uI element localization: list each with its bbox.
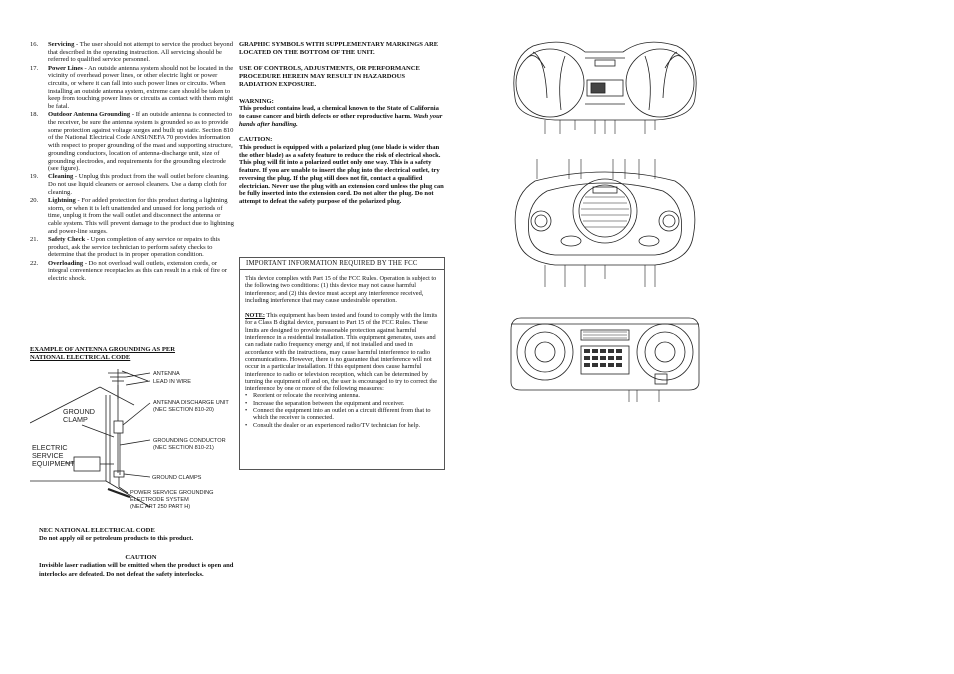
use-of-controls-note: USE OF CONTROLS, ADJUSTMENTS, OR PERFORMANCE PROCEDURE HEREIN MAY RESULT IN HAZARDOUS RADIATION EXPOSURE. <box>239 65 420 88</box>
label-grounding-conductor-1: GROUNDING CONDUCTOR <box>153 438 226 444</box>
front-view-illustration <box>505 157 705 292</box>
safety-item-number: 22. <box>30 259 39 267</box>
laser-caution-text: Invisible laser radiation will be emitted when the product is open and interlocks are defeated. Do not defeat the safety interlocks. <box>39 562 234 578</box>
safety-item-title: Lightning <box>48 197 76 205</box>
label-discharge-1: ANTENNA DISCHARGE UNIT <box>153 400 229 406</box>
caution-title: CAUTION: <box>239 136 273 144</box>
grounding-heading-line2: NATIONAL ELECTRICAL CODE <box>30 353 131 361</box>
label-electric-1: ELECTRIC <box>32 443 68 452</box>
safety-item-number: 19. <box>30 173 39 181</box>
laser-caution-section <box>39 554 239 579</box>
caution-text: This product is equipped with a polarized plug (one blade is wider than the other blade) as a safety feature to reduce the risk of electrical shock. This plug will fit into a polarized outlet only one way. This is a safety feature. If you are unable to insert the plug into the electrical outlet, try reversing the plug. If the plug still does not fit, contact a qualified electrician. Never use the plug with an extension cord unless the plug can be fully inserted into the extension cord. Do not alter the plug. Do not attempt to defeat the safety purpose of the polarized plug. <box>239 144 444 205</box>
safety-item <box>30 173 234 196</box>
safety-item-number: 17. <box>30 64 39 72</box>
label-antenna: ANTENNA <box>153 371 180 377</box>
grounding-heading-line1: EXAMPLE OF ANTENNA GROUNDING AS PER <box>30 346 176 353</box>
fcc-bullet: • Increase the separation between the equipment and receiver. <box>245 400 438 407</box>
warning-italic: Wash your hands after handling. <box>239 112 443 128</box>
safety-item-title: Overloading <box>48 259 84 267</box>
fcc-note-label: NOTE: <box>245 312 265 320</box>
safety-item <box>30 111 234 173</box>
nec-section <box>39 527 239 543</box>
back-view-illustration <box>505 310 705 405</box>
label-power-1: POWER SERVICE GROUNDING <box>130 490 214 496</box>
fcc-bullets <box>245 392 438 428</box>
label-ground-clamps: GROUND CLAMPS <box>152 475 202 481</box>
safety-item <box>30 41 234 64</box>
safety-item-text: - Unplug this product from the wall outlet before cleaning. Do not use liquid cleaners or aerosol cleaners. Use a damp cloth for cleaning. <box>48 173 230 196</box>
graphic-symbols-note: GRAPHIC SYMBOLS WITH SUPPLEMENTARY MARKINGS ARE LOCATED ON THE BOTTOM OF THE UNIT. <box>239 41 439 56</box>
label-ground-clamp-1: GROUND <box>63 407 95 416</box>
label-electric-2: SERVICE <box>32 451 64 460</box>
safety-item-text: - Upon completion of any service or repairs to this product, ask the service technician to perform safety checks to determine that the product is in proper operation condition. <box>48 236 220 259</box>
fcc-title: IMPORTANT INFORMATION REQUIRED BY THE FCC <box>240 258 444 270</box>
grounding-heading <box>30 346 240 361</box>
warning-title: WARNING: <box>239 97 274 105</box>
warnings-column <box>239 41 444 215</box>
safety-instructions-column <box>30 41 234 283</box>
fcc-bullet: • Reorient or relocate the receiving antenna. <box>245 392 438 399</box>
label-power-3: (NEC ART 250 PART H) <box>130 504 191 510</box>
safety-item-title: Outdoor Antenna Grounding <box>48 111 131 119</box>
fcc-note-text: This equipment has been tested and found to comply with the limits for a Class B digital device, pursuant to Part 15 of the FCC Rules. These limits are designed to provide reasonable protection against harmful interference in a residential installation. This equipment generates, uses and can radiate radio frequency energy and, if not installed and used in accordance with the instructions, may cause harmful interference to radio communications. However, there is no guarantee that interference will not occur in a particular installation. If this equipment does cause harmful interference to radio or television reception, which can be determined by turning the equipment off and on, the user is encouraged to try to correct the interference by one or more of the following measures: <box>245 312 438 393</box>
safety-item-title: Safety Check <box>48 236 86 244</box>
warning-text <box>239 105 444 128</box>
safety-item-text: - Do not overload wall outlets, extension cords, or integral convenience receptacles as this can result in a risk of fire or electric shock. <box>48 259 228 283</box>
safety-items-list <box>30 41 234 283</box>
nec-title: NEC NATIONAL ELECTRICAL CODE <box>39 527 155 534</box>
antenna-grounding-diagram <box>30 365 245 515</box>
label-power-2: ELECTRODE SYSTEM <box>130 497 189 503</box>
fcc-bullet: • Consult the dealer or an experienced radio/TV technician for help. <box>245 422 438 429</box>
nec-text: Do not apply oil or petroleum products to this product. <box>39 534 194 542</box>
label-grounding-conductor-2: (NEC SECTION 810-21) <box>153 445 214 451</box>
safety-item <box>30 65 234 111</box>
safety-item <box>30 260 234 283</box>
safety-item-title: Power Lines <box>48 64 83 72</box>
safety-item-number: 18. <box>30 111 39 119</box>
safety-item-text: - An outside antenna system should not be located in the vicinity of overhead power lines, or other electric light or power circuits, or where it can fall into such power lines or circuits. When installing an outside antenna system, extreme care should be taken to keep from touching power lines or circuits as contact with them might be fatal. <box>48 64 234 111</box>
safety-item-text: - If an outside antenna is connected to the receiver, be sure the antenna system is grounded so as to provide some protection against voltage surges and built up static. Section 810 of the National Electrical Code ANSI/NEFA 70 provides information with respect to proper grounding of the mast and supporting structure, grounding conductors, location of antenna-discharge unit, size of grounding electrodes, and requirements for the grounding electrode (see figure). <box>48 111 234 173</box>
safety-item-number: 20. <box>30 197 39 205</box>
top-view-illustration <box>505 38 705 138</box>
fcc-note <box>245 312 438 392</box>
label-lead-in: LEAD IN WIRE <box>153 379 191 385</box>
safety-item-title: Servicing <box>48 41 75 48</box>
fcc-para1: This device complies with Part 15 of the FCC Rules. Operation is subject to the following two conditions: (1) this device may not cause harmful interference; and (2) this device must accept any interference received, including interference that may cause undesirable operation. <box>245 275 437 304</box>
safety-item <box>30 236 234 259</box>
laser-caution-title: CAUTION <box>125 554 157 561</box>
safety-item-title: Cleaning <box>48 173 74 181</box>
fcc-information-box <box>239 257 445 470</box>
safety-item-text: - For added protection for this product during a lightning storm, or when it is left unattended and unused for long periods of time, unplug it from the wall outlet and disconnect the antenna or cable system. This will prevent damage to the product due to lightning and power-line surges. <box>48 197 234 235</box>
safety-item-text: - The user should not attempt to service the product beyond that described in the operating instruction. All servicing should be referred to qualified service personnel. <box>48 41 234 64</box>
safety-item-number: 21. <box>30 236 39 244</box>
label-discharge-2: (NEC SECTION 810-20) <box>153 407 214 413</box>
safety-item-number: 16. <box>30 41 39 48</box>
fcc-bullet: • Connect the equipment into an outlet on a circuit different from that to which the receiver is connected. <box>245 407 438 422</box>
warning-body: This product contains lead, a chemical known to the State of California to cause cancer and birth defects or other reproductive harm. <box>239 105 439 120</box>
label-electric-3: EQUIPMENT <box>32 459 75 468</box>
label-ground-clamp-2: CLAMP <box>63 415 88 424</box>
safety-item <box>30 197 234 236</box>
